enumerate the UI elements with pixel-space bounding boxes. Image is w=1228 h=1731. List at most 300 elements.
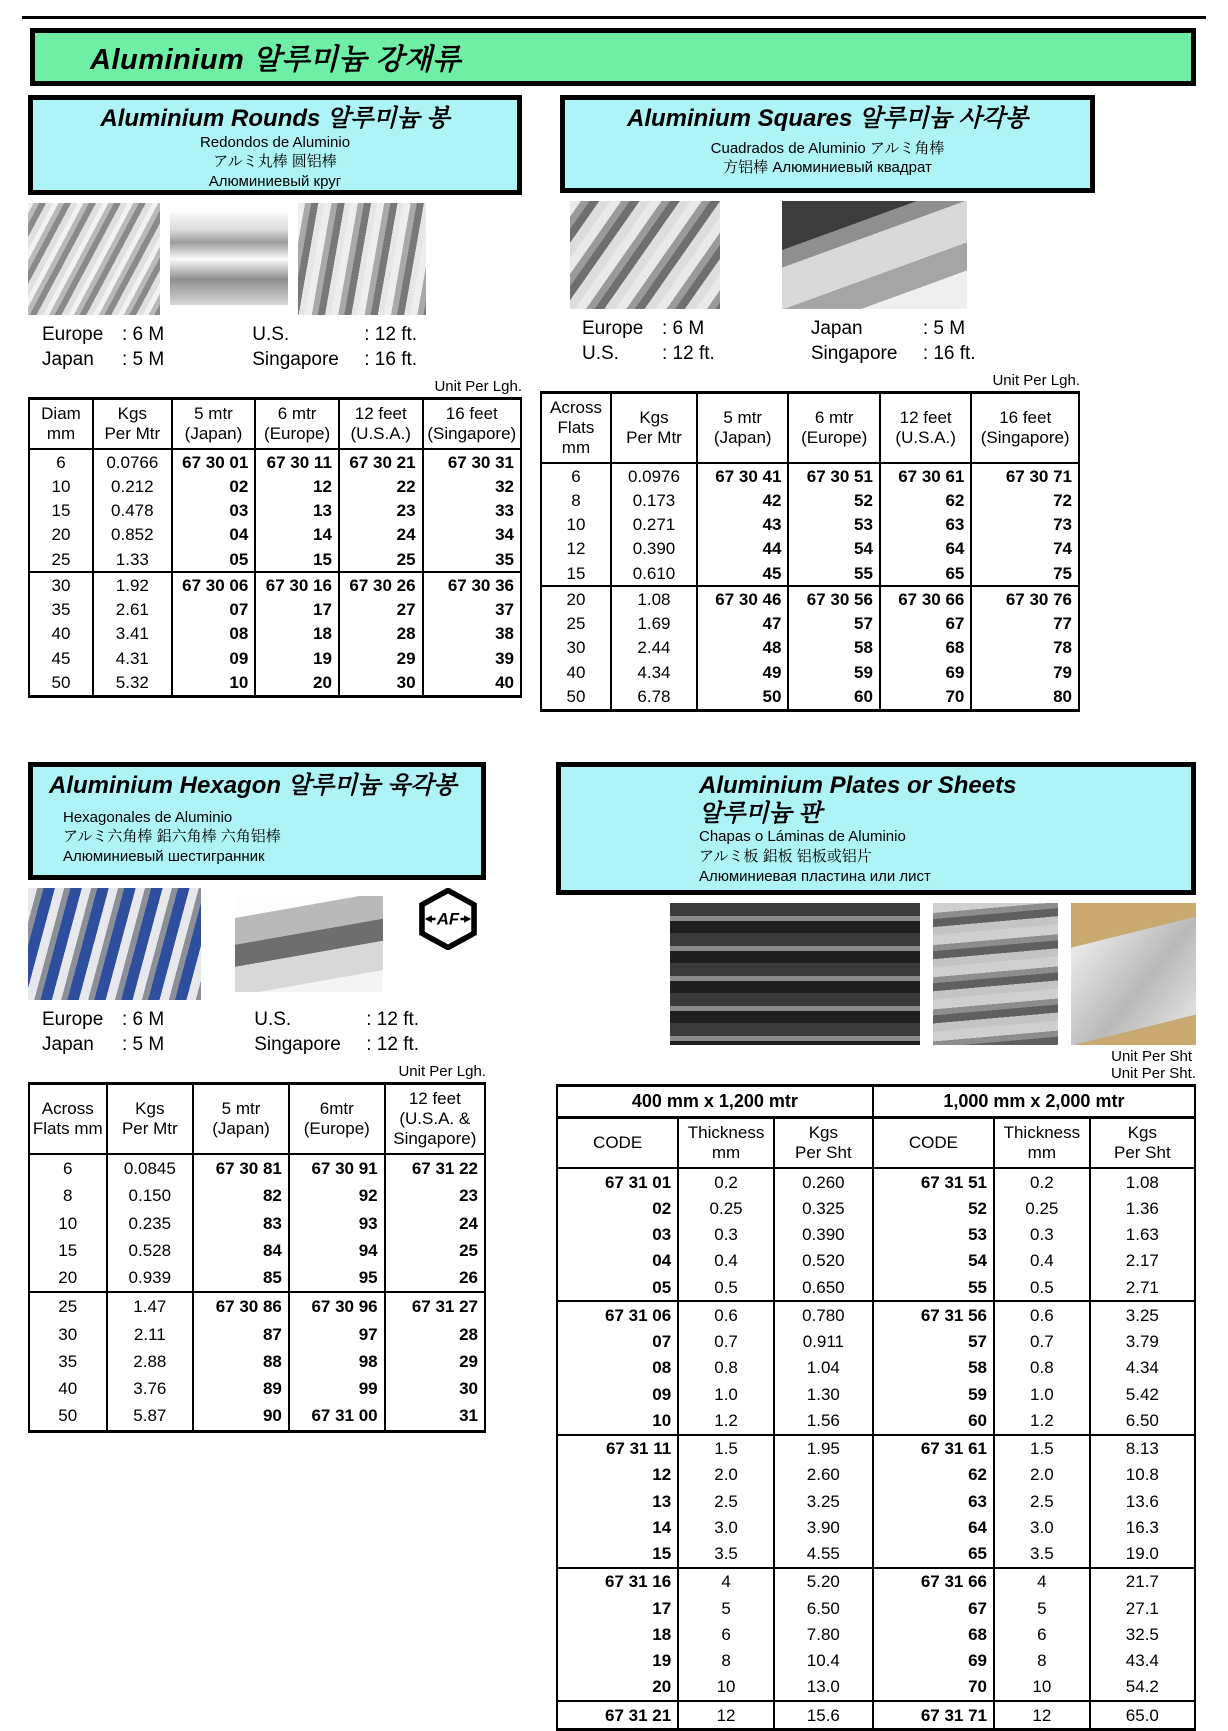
table-cell: 92 xyxy=(289,1182,385,1209)
table-cell: 1.30 xyxy=(774,1381,873,1407)
table-row xyxy=(557,1301,1195,1328)
rounds-table-grid xyxy=(28,397,522,698)
length-region: Europe xyxy=(42,1009,104,1030)
table-cell: 58 xyxy=(788,636,879,660)
table-cell: 64 xyxy=(873,1514,994,1540)
plates-price-table xyxy=(556,1084,1196,1731)
table-cell: 54 xyxy=(788,537,879,561)
table-cell: 94 xyxy=(289,1237,385,1264)
table-row xyxy=(29,1402,485,1431)
table-cell: 0.390 xyxy=(611,537,697,561)
table-cell: 40 xyxy=(29,1375,107,1402)
table-cell: 18 xyxy=(255,622,339,646)
table-cell: 28 xyxy=(385,1321,485,1348)
table-row xyxy=(557,1248,1195,1274)
hexagon-photo-single-bar xyxy=(235,896,383,992)
table-cell: 4 xyxy=(994,1568,1090,1595)
table-cell: 80 xyxy=(971,684,1079,710)
table-cell: 65 xyxy=(880,561,971,586)
table-cell: 97 xyxy=(289,1321,385,1348)
table-cell: 1.0 xyxy=(678,1381,774,1407)
table-cell: 95 xyxy=(289,1264,385,1292)
table-cell: 25 xyxy=(541,612,611,636)
squares-photo-single-bar xyxy=(782,201,967,309)
column-header: 5 mtr (Japan) xyxy=(172,399,256,450)
table-cell: 83 xyxy=(193,1210,289,1237)
table-cell: 67 31 56 xyxy=(873,1301,994,1328)
table-row xyxy=(29,622,521,646)
table-row xyxy=(541,513,1079,537)
table-row xyxy=(541,463,1079,488)
table-cell: 67 31 66 xyxy=(873,1568,994,1595)
table-cell: 04 xyxy=(172,523,256,547)
table-cell: 54 xyxy=(873,1248,994,1274)
rounds-header-box xyxy=(28,95,522,195)
table-cell: 03 xyxy=(172,499,256,523)
table-cell: 64 xyxy=(880,537,971,561)
table-cell: 67 31 61 xyxy=(873,1435,994,1462)
table-cell: 44 xyxy=(697,537,788,561)
table-cell: 48 xyxy=(697,636,788,660)
hexagon-photo-bundle xyxy=(28,888,201,1000)
table-cell: 0.173 xyxy=(611,488,697,512)
column-header: Across Flats mm xyxy=(29,1084,107,1155)
rounds-price-table xyxy=(28,397,522,698)
squares-unit-label: Unit Per Lgh. xyxy=(992,372,1080,389)
table-cell: 67 31 06 xyxy=(557,1301,678,1328)
table-cell: 52 xyxy=(788,488,879,512)
squares-header-box xyxy=(560,95,1095,193)
table-cell: 5 xyxy=(994,1595,1090,1621)
table-row xyxy=(541,684,1079,710)
plates-photo-sheet-stack xyxy=(933,903,1058,1045)
table-cell: 0.5 xyxy=(678,1274,774,1301)
table-cell: 10 xyxy=(172,670,256,696)
table-cell: 2.5 xyxy=(994,1488,1090,1514)
table-cell: 1.2 xyxy=(678,1407,774,1434)
table-cell: 0.6 xyxy=(678,1301,774,1328)
table-cell: 0.271 xyxy=(611,513,697,537)
table-row xyxy=(557,1435,1195,1462)
table-cell: 2.17 xyxy=(1090,1248,1195,1274)
table-cell: 0.25 xyxy=(994,1195,1090,1221)
table-row xyxy=(541,488,1079,512)
table-cell: 3.41 xyxy=(93,622,172,646)
table-row xyxy=(557,1514,1195,1540)
plates-photo-single-sheet xyxy=(1071,903,1196,1045)
column-header: 16 feet (Singapore) xyxy=(423,399,521,450)
table-row xyxy=(557,1195,1195,1221)
rounds-subtitle-es: Redondos de Aluminio xyxy=(199,133,351,151)
table-cell: 32 xyxy=(423,474,521,498)
table-cell: 31 xyxy=(385,1402,485,1431)
table-row xyxy=(557,1355,1195,1381)
rounds-subtitle-ru: Алюминиевый круг xyxy=(208,173,342,191)
table-cell: 6.50 xyxy=(774,1595,873,1621)
table-row xyxy=(557,1568,1195,1595)
table-cell: 62 xyxy=(880,488,971,512)
table-row xyxy=(29,1154,485,1182)
table-row xyxy=(557,1381,1195,1407)
table-cell: 23 xyxy=(339,499,423,523)
table-row xyxy=(541,561,1079,586)
column-header: Kgs Per Mtr xyxy=(107,1084,194,1155)
table-cell: 67 30 01 xyxy=(172,449,256,474)
column-header: Diam mm xyxy=(29,399,93,450)
section-aluminium-plates xyxy=(556,762,1196,1731)
table-row xyxy=(29,449,521,474)
section-aluminium-squares xyxy=(540,95,1080,712)
length-value: : 6 M xyxy=(122,1009,165,1030)
table-cell: 5.42 xyxy=(1090,1381,1195,1407)
table-cell: 30 xyxy=(385,1375,485,1402)
table-cell: 6.50 xyxy=(1090,1407,1195,1434)
table-cell: 65.0 xyxy=(1090,1701,1195,1730)
table-cell: 67 31 11 xyxy=(557,1435,678,1462)
table-row xyxy=(557,1674,1195,1701)
table-cell: 6 xyxy=(994,1621,1090,1647)
table-cell: 30 xyxy=(29,1321,107,1348)
length-region: Singapore xyxy=(254,1034,341,1055)
table-cell: 63 xyxy=(873,1488,994,1514)
table-cell: 0.25 xyxy=(678,1195,774,1221)
plates-table-grid xyxy=(556,1084,1196,1731)
table-cell: 21.7 xyxy=(1090,1568,1195,1595)
table-cell: 19 xyxy=(255,646,339,670)
table-row xyxy=(29,547,521,572)
table-cell: 6 xyxy=(678,1621,774,1647)
section-aluminium-hexagon xyxy=(28,762,486,1433)
table-cell: 93 xyxy=(289,1210,385,1237)
column-header: Kgs Per Sht xyxy=(1090,1118,1195,1169)
table-cell: 13 xyxy=(557,1488,678,1514)
table-cell: 0.939 xyxy=(107,1264,194,1292)
table-cell: 15 xyxy=(29,1237,107,1264)
table-row xyxy=(29,1321,485,1348)
table-cell: 67 30 66 xyxy=(880,586,971,611)
table-cell: 24 xyxy=(385,1210,485,1237)
table-cell: 8.13 xyxy=(1090,1435,1195,1462)
table-cell: 2.61 xyxy=(93,598,172,622)
squares-subtitle-cn-ru: 方铝棒 Алюминиевый квадрат xyxy=(723,159,932,177)
table-cell: 67 30 31 xyxy=(423,449,521,474)
table-row xyxy=(557,1621,1195,1647)
table-cell: 27 xyxy=(339,598,423,622)
table-cell: 67 30 36 xyxy=(423,572,521,597)
table-cell: 33 xyxy=(423,499,521,523)
hexagon-price-table xyxy=(28,1082,486,1433)
table-cell: 67 31 71 xyxy=(873,1701,994,1730)
plates-header-box xyxy=(556,762,1196,895)
table-cell: 0.8 xyxy=(994,1355,1090,1381)
table-cell: 58 xyxy=(873,1355,994,1381)
table-row xyxy=(29,1182,485,1209)
table-cell: 2.71 xyxy=(1090,1274,1195,1301)
table-cell: 45 xyxy=(697,561,788,586)
table-cell: 09 xyxy=(172,646,256,670)
table-row xyxy=(541,537,1079,561)
table-cell: 0.4 xyxy=(678,1248,774,1274)
length-value: : 5 M xyxy=(122,1034,165,1055)
table-cell: 10.8 xyxy=(1090,1462,1195,1488)
table-cell: 4 xyxy=(678,1568,774,1595)
table-cell: 0.3 xyxy=(678,1222,774,1248)
table-cell: 67 30 96 xyxy=(289,1292,385,1320)
table-cell: 4.31 xyxy=(93,646,172,670)
table-cell: 2.0 xyxy=(994,1462,1090,1488)
table-cell: 43 xyxy=(697,513,788,537)
table-cell: 1.92 xyxy=(93,572,172,597)
table-cell: 79 xyxy=(971,660,1079,684)
squares-title: Aluminium Squares 알루미늄 사각봉 xyxy=(627,105,1028,132)
table-cell: 0.911 xyxy=(774,1329,873,1355)
length-value: : 16 ft. xyxy=(364,349,418,370)
table-cell: 75 xyxy=(971,561,1079,586)
table-cell: 8 xyxy=(29,1182,107,1209)
length-region: Japan xyxy=(42,1034,94,1055)
table-cell: 3.5 xyxy=(678,1541,774,1568)
table-cell: 30 xyxy=(541,636,611,660)
table-cell: 30 xyxy=(29,572,93,597)
table-cell: 85 xyxy=(193,1264,289,1292)
table-cell: 68 xyxy=(880,636,971,660)
table-cell: 14 xyxy=(557,1514,678,1540)
column-header: 16 feet (Singapore) xyxy=(971,393,1079,464)
table-row xyxy=(557,1274,1195,1301)
table-cell: 84 xyxy=(193,1237,289,1264)
table-cell: 1.63 xyxy=(1090,1222,1195,1248)
table-cell: 22 xyxy=(339,474,423,498)
column-header: Across Flats mm xyxy=(541,393,611,464)
hexagon-af-dimension-icon xyxy=(417,888,479,955)
column-header: 12 feet (U.S.A.) xyxy=(339,399,423,450)
table-cell: 3.25 xyxy=(774,1488,873,1514)
table-cell: 0.4 xyxy=(994,1248,1090,1274)
hexagon-photos xyxy=(28,888,486,1000)
table-cell: 67 31 27 xyxy=(385,1292,485,1320)
column-header: Thickness mm xyxy=(678,1118,774,1169)
table-cell: 4.34 xyxy=(611,660,697,684)
length-value: : 5 M xyxy=(122,349,165,370)
table-cell: 3.25 xyxy=(1090,1301,1195,1328)
table-cell: 07 xyxy=(172,598,256,622)
table-cell: 0.2 xyxy=(678,1168,774,1195)
table-cell: 3.0 xyxy=(994,1514,1090,1540)
table-cell: 03 xyxy=(557,1222,678,1248)
table-cell: 6 xyxy=(541,463,611,488)
table-cell: 2.44 xyxy=(611,636,697,660)
table-row xyxy=(29,572,521,597)
table-cell: 05 xyxy=(557,1274,678,1301)
table-cell: 49 xyxy=(697,660,788,684)
table-cell: 09 xyxy=(557,1381,678,1407)
table-cell: 38 xyxy=(423,622,521,646)
page-title: Aluminium 알루미늄 강재류 xyxy=(90,43,462,76)
table-cell: 8 xyxy=(541,488,611,512)
rounds-unit-label: Unit Per Lgh. xyxy=(434,378,522,395)
table-cell: 6 xyxy=(29,449,93,474)
table-cell: 60 xyxy=(788,684,879,710)
size-group-header: 400 mm x 1,200 mtr xyxy=(557,1086,873,1118)
table-cell: 35 xyxy=(29,1348,107,1375)
table-cell: 2.0 xyxy=(678,1462,774,1488)
column-header: 12 feet (U.S.A. & Singapore) xyxy=(385,1084,485,1155)
table-cell: 35 xyxy=(423,547,521,572)
length-region: U.S. xyxy=(582,343,619,364)
table-cell: 18 xyxy=(557,1621,678,1647)
table-cell: 43.4 xyxy=(1090,1648,1195,1674)
table-cell: 67 31 00 xyxy=(289,1402,385,1431)
table-cell: 67 30 56 xyxy=(788,586,879,611)
table-row xyxy=(29,1210,485,1237)
squares-subtitle-es-jp: Cuadrados de Aluminio アルミ角棒 xyxy=(710,139,945,157)
table-cell: 23 xyxy=(385,1182,485,1209)
table-cell: 67 30 26 xyxy=(339,572,423,597)
table-cell: 0.3 xyxy=(994,1222,1090,1248)
table-cell: 63 xyxy=(880,513,971,537)
table-cell: 67 31 16 xyxy=(557,1568,678,1595)
length-value: : 12 ft. xyxy=(366,1034,420,1055)
table-cell: 67 30 76 xyxy=(971,586,1079,611)
table-row xyxy=(29,1237,485,1264)
table-cell: 40 xyxy=(541,660,611,684)
table-cell: 2.5 xyxy=(678,1488,774,1514)
table-row xyxy=(557,1595,1195,1621)
hexagon-subtitle-es: Hexagonales de Aluminio xyxy=(63,808,233,826)
table-cell: 2.88 xyxy=(107,1348,194,1375)
table-row xyxy=(557,1329,1195,1355)
plates-title-kr: 알루미늄 판 xyxy=(699,799,822,827)
table-cell: 30 xyxy=(339,670,423,696)
table-row xyxy=(557,1222,1195,1248)
table-cell: 0.0766 xyxy=(93,449,172,474)
table-cell: 53 xyxy=(788,513,879,537)
table-cell: 35 xyxy=(29,598,93,622)
table-cell: 6 xyxy=(29,1154,107,1182)
table-cell: 0.150 xyxy=(107,1182,194,1209)
table-cell: 20 xyxy=(29,1264,107,1292)
table-row xyxy=(557,1541,1195,1568)
table-cell: 1.36 xyxy=(1090,1195,1195,1221)
hexagon-unit-label: Unit Per Lgh. xyxy=(398,1063,486,1080)
section-aluminium-rounds xyxy=(28,95,522,698)
plates-photos xyxy=(556,903,1196,1045)
table-cell: 67 30 16 xyxy=(255,572,339,597)
table-cell: 67 31 22 xyxy=(385,1154,485,1182)
plates-subtitle-ru: Алюминиевая пластина или лист xyxy=(699,867,931,885)
column-header: Kgs Per Mtr xyxy=(611,393,697,464)
table-cell: 26 xyxy=(385,1264,485,1292)
table-cell: 2.60 xyxy=(774,1462,873,1488)
table-cell: 67 31 51 xyxy=(873,1168,994,1195)
table-cell: 1.2 xyxy=(994,1407,1090,1434)
table-cell: 50 xyxy=(697,684,788,710)
length-value: : 16 ft. xyxy=(922,343,976,364)
table-cell: 0.528 xyxy=(107,1237,194,1264)
table-cell: 53 xyxy=(873,1222,994,1248)
table-cell: 70 xyxy=(880,684,971,710)
table-cell: 5 xyxy=(678,1595,774,1621)
hexagon-header-box xyxy=(28,762,486,880)
table-row xyxy=(29,474,521,498)
table-cell: 3.5 xyxy=(994,1541,1090,1568)
table-cell: 0.520 xyxy=(774,1248,873,1274)
squares-table-grid xyxy=(540,391,1080,712)
table-cell: 0.212 xyxy=(93,474,172,498)
table-cell: 62 xyxy=(873,1462,994,1488)
table-cell: 67 30 11 xyxy=(255,449,339,474)
table-row xyxy=(29,523,521,547)
table-cell: 40 xyxy=(423,670,521,696)
table-cell: 29 xyxy=(385,1348,485,1375)
table-cell: 88 xyxy=(193,1348,289,1375)
rounds-standard-lengths xyxy=(28,324,522,371)
table-cell: 60 xyxy=(873,1407,994,1434)
table-cell: 20 xyxy=(255,670,339,696)
column-header: 6 mtr (Europe) xyxy=(788,393,879,464)
table-cell: 17 xyxy=(557,1595,678,1621)
table-row xyxy=(29,1264,485,1292)
table-cell: 74 xyxy=(971,537,1079,561)
table-cell: 3.79 xyxy=(1090,1329,1195,1355)
table-cell: 67 31 21 xyxy=(557,1701,678,1730)
table-cell: 50 xyxy=(541,684,611,710)
table-cell: 14 xyxy=(255,523,339,547)
length-value: : 12 ft. xyxy=(662,343,715,364)
column-header: CODE xyxy=(557,1118,678,1169)
table-cell: 67 31 01 xyxy=(557,1168,678,1195)
table-cell: 3.76 xyxy=(107,1375,194,1402)
table-cell: 37 xyxy=(423,598,521,622)
length-value: : 6 M xyxy=(122,324,165,345)
table-cell: 87 xyxy=(193,1321,289,1348)
table-cell: 68 xyxy=(873,1621,994,1647)
length-region: Europe xyxy=(42,324,104,345)
table-cell: 0.2 xyxy=(994,1168,1090,1195)
rounds-title: Aluminium Rounds 알루미늄 봉 xyxy=(100,105,450,132)
column-header: 6mtr (Europe) xyxy=(289,1084,385,1155)
table-cell: 8 xyxy=(678,1648,774,1674)
length-value: : 5 M xyxy=(922,318,966,339)
table-row xyxy=(557,1648,1195,1674)
table-cell: 04 xyxy=(557,1248,678,1274)
table-cell: 0.325 xyxy=(774,1195,873,1221)
table-cell: 67 30 91 xyxy=(289,1154,385,1182)
table-cell: 15 xyxy=(541,561,611,586)
table-cell: 13.6 xyxy=(1090,1488,1195,1514)
plates-subtitle-jp-cn: アルミ板 鋁板 铝板或铝片 xyxy=(699,847,872,865)
table-row xyxy=(29,646,521,670)
column-header: Kgs Per Sht xyxy=(774,1118,873,1169)
column-header: CODE xyxy=(873,1118,994,1169)
length-region: Europe xyxy=(582,318,644,339)
table-cell: 5.20 xyxy=(774,1568,873,1595)
table-row xyxy=(29,1292,485,1320)
table-row xyxy=(541,586,1079,611)
table-cell: 16.3 xyxy=(1090,1514,1195,1540)
table-row xyxy=(557,1701,1195,1730)
table-cell: 12 xyxy=(678,1701,774,1730)
table-cell: 0.650 xyxy=(774,1274,873,1301)
table-cell: 67 xyxy=(880,612,971,636)
table-cell: 57 xyxy=(788,612,879,636)
hexagon-title: Aluminium Hexagon 알루미늄 육각봉 xyxy=(49,772,457,799)
table-cell: 20 xyxy=(541,586,611,611)
table-cell: 1.04 xyxy=(774,1355,873,1381)
table-cell: 1.56 xyxy=(774,1407,873,1434)
table-cell: 34 xyxy=(423,523,521,547)
table-cell: 50 xyxy=(29,670,93,696)
